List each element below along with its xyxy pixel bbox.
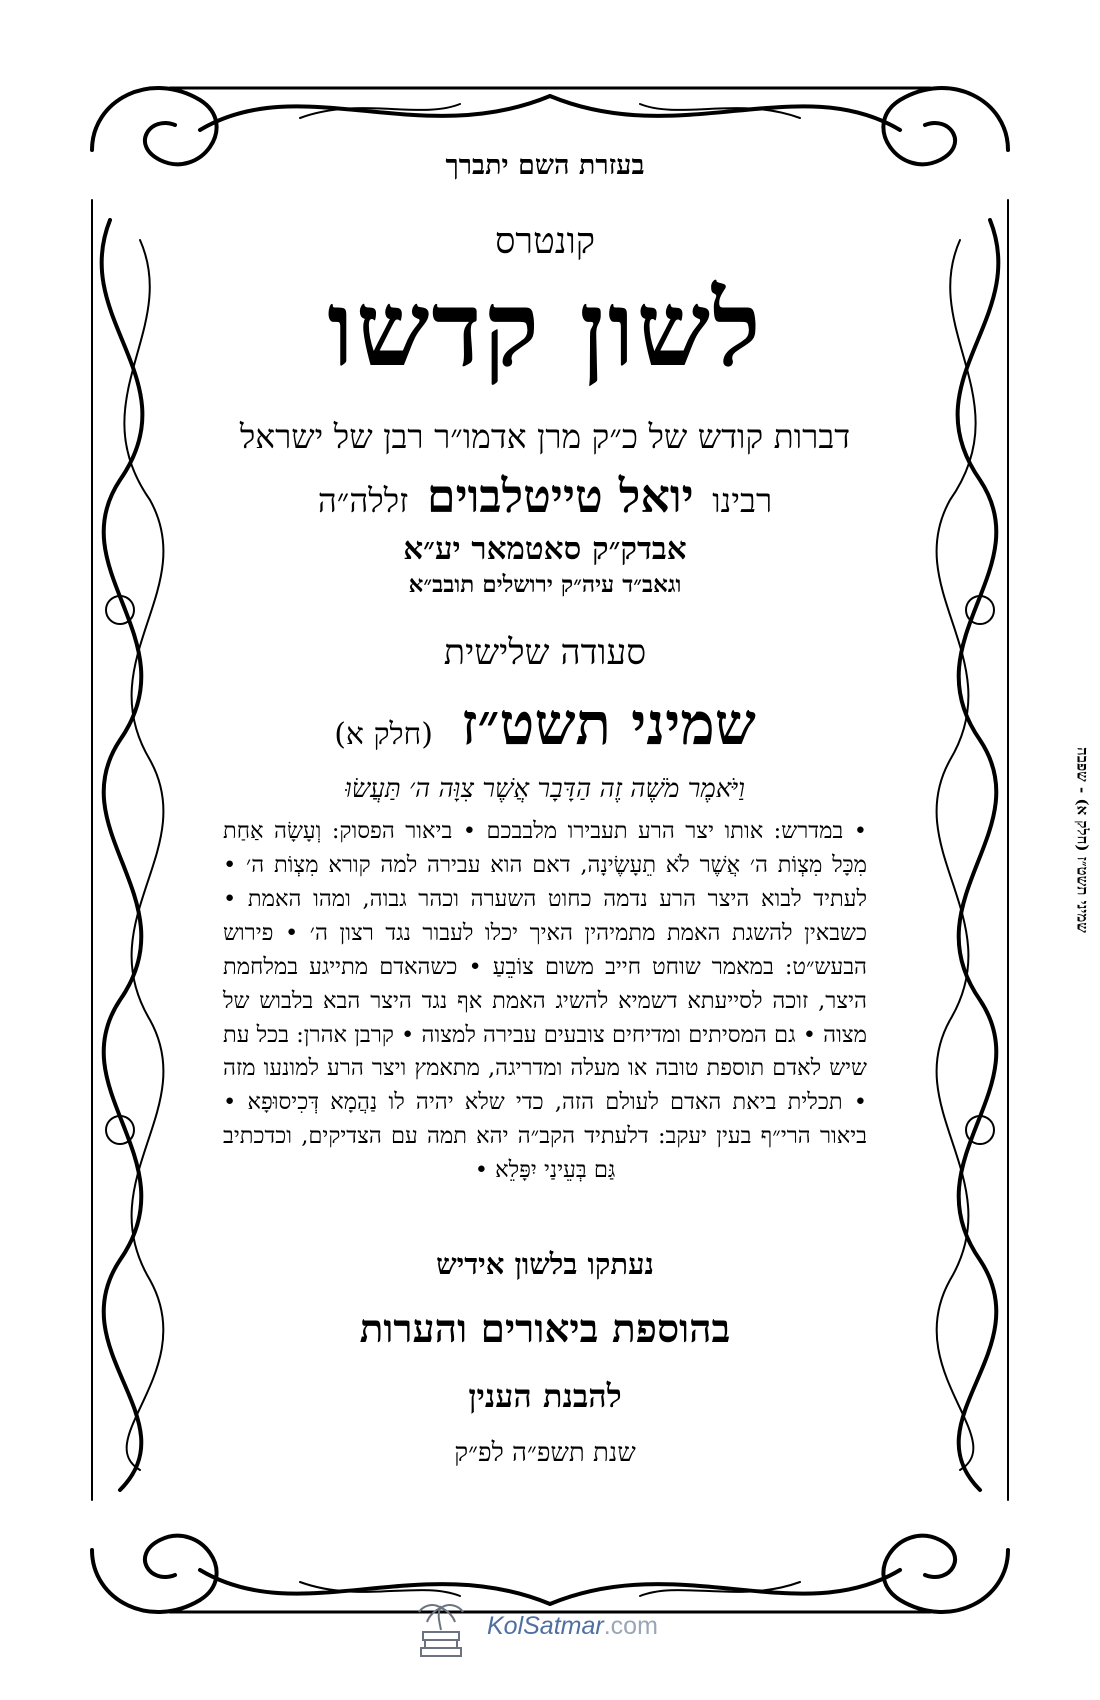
parsha-title [215, 691, 875, 758]
title-page-content [215, 150, 875, 1469]
kuntres-label: קונטרס [494, 221, 596, 263]
author-line-2 [215, 470, 875, 523]
author-line-4: וגאב״ד עיה״ק ירושלים תובב״א [408, 571, 682, 599]
purpose-line: להבנת הענין [468, 1377, 622, 1415]
palm-tree-books-icon [415, 1600, 467, 1660]
logo-text [487, 1612, 658, 1641]
author-suffix: זללה״ה [317, 480, 409, 520]
side-label [1072, 720, 1092, 960]
author-name: יואל טייטלבוים [426, 468, 694, 523]
author-line-1: דברות קודש של כ״ק מרן אדמו״ר רבן של ישראל [239, 416, 851, 456]
summary-paragraph: • במדרש: אותו יצר הרע תעבירו מלבבכם • ביאור הפסוק: וְעָשָׂה אַחַת מִכָּל מִצְוֹת ה׳ אֲשֶׁר לֹא תֵעָשֶׂינָה, דאם הוא עבירה למה קורא מִצְוֹת ה׳ • לעתיד לבוא היצר הרע נדמה כחוט השערה וכהר גבוה, ומהו האמת • כשבאין להשגת האמת מתמיהין האיך יכלו לעבור נגד רצון ה׳ • פירוש הבעש״ט: במאמר שוחט חייב משום צוֹבֵעַ • כשהאדם מתייגע במלחמת היצר, זוכה לסייעתא דשמיא להשיג האמת אף נגד היצר הבא בלבוש של מצוה • גם המסיתים ומדיחים צובעים עבירה למצוה • קרבן אהרן: בכל עת שיש לאדם תוספת טובה או מעלה ומדריגה, מתאמץ ויצר הרע למונעו מזה • תכלית ביאת האדם לעולם הזה, כדי שלא יהיה לו נַהֲמָא דְּכִיסוּפָא • ביאור הרי״ף בעין יעקב: דלעתיד הקב״ה יהא תמה עם הצדיקים, וכדכתיב גַּם בְּעֵינַי יִפָּלֵא • [223, 818, 867, 1183]
meal-label: סעודה שלישית [443, 632, 647, 673]
blessing-line: בעזרת השם יתברך [445, 150, 645, 181]
side-label-text: שמיני תשט״ז (חלק א) - שפבה [1073, 747, 1092, 933]
verse-line: וַיֹּאמֶר מֹשֶׁה זֶה הַדָּבָר אֲשֶׁר צִוָּה ה׳ תַּעֲשׂוּ [345, 774, 745, 805]
author-line-3: אבדק״ק סאטמאר יע״א [403, 531, 687, 568]
book-title: לשון קדשו [327, 267, 763, 391]
part-label: (חלק א) [334, 716, 433, 752]
logo-name: KolSatmar [487, 1612, 604, 1640]
author-prefix: רבינו [712, 480, 773, 520]
year-line: שנת תשפ״ה לפ״ק [454, 1437, 636, 1468]
parsha-name: שמיני תשט״ז [461, 689, 756, 758]
kolsatmar-logo [415, 1600, 695, 1660]
translated-line: נעתקו בלשון אידיש [436, 1246, 654, 1281]
logo-suffix: .com [603, 1612, 658, 1640]
additions-line: בהוספת ביאורים והערות [359, 1306, 731, 1353]
